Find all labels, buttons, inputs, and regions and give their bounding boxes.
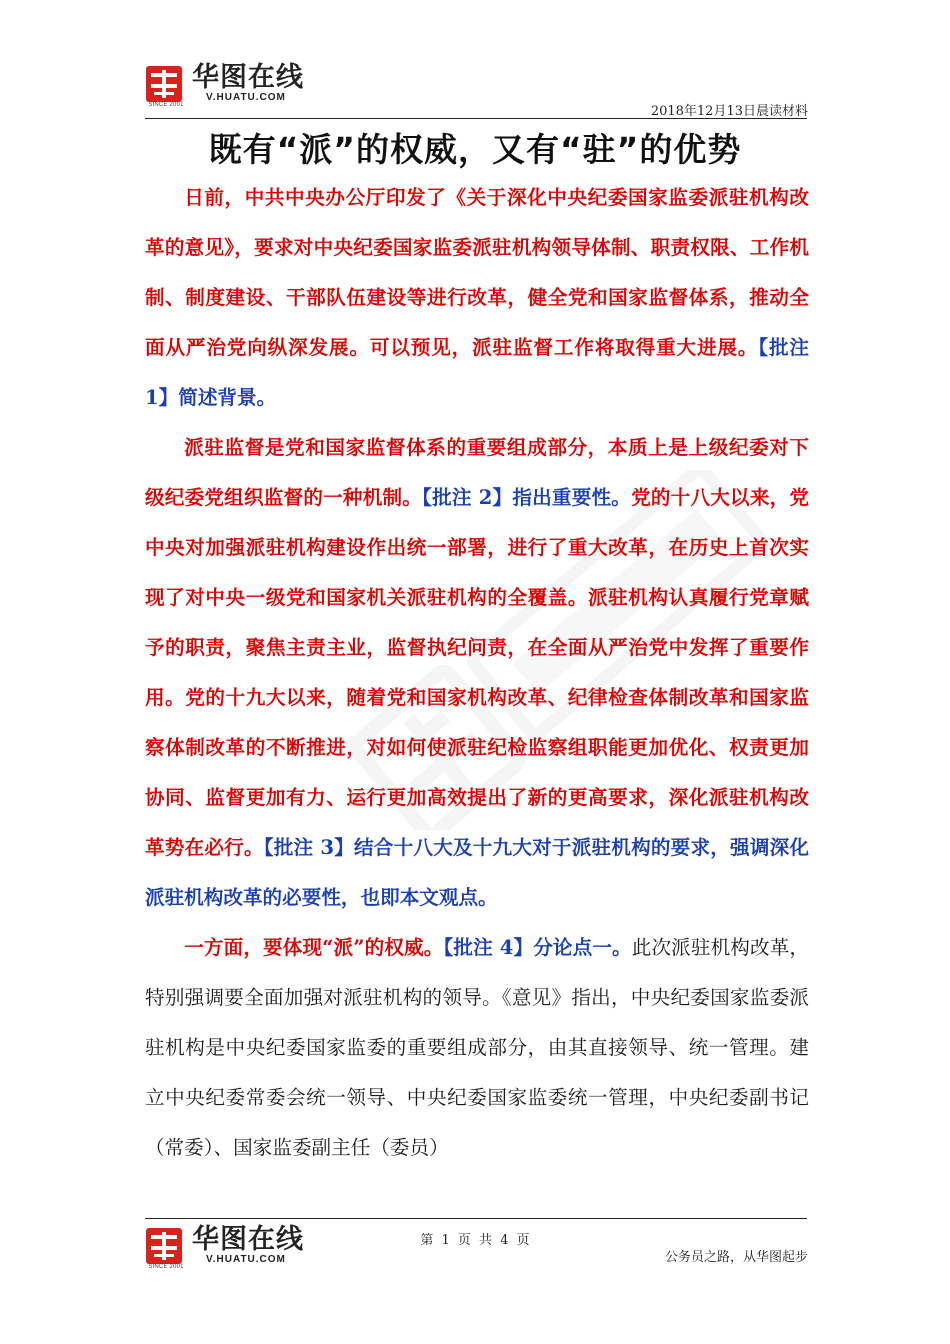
annotation-2: 【批注 2】指出重要性。 <box>422 486 632 509</box>
footer-slogan: 公务员之路，从华图起步 <box>664 1250 808 1265</box>
logo-url: V.HUATU.COM <box>206 92 286 103</box>
logo-name: 华图在线 <box>192 62 304 93</box>
paragraph-text: 派驻监督是党和国家监督体系的重要组成部分，本质上是上级纪委对下级纪委党组织监督的一种机制。 <box>145 436 809 509</box>
paragraph-text: 一方面，要体现“派”的权威。 <box>184 936 444 959</box>
page-number: 第 1 页 共 4 页 <box>420 1233 530 1248</box>
paragraph-1 <box>145 173 809 423</box>
paragraph-text: 此次派驻机构改革，特别强调要全面加强对派驻机构的领导。《意见》指出，中央纪委国家监委派驻机构是中央纪委国家监委的重要组成部分，由其直接领导、统一管理。建立中央纪委常委会统一领导、中央纪委国家监委统一管理，中央纪委副书记（常委）、国家监委副主任（委员） <box>145 936 809 1159</box>
footer-divider <box>145 1218 807 1219</box>
annotation-4: 【批注 4】分论点一。 <box>443 936 632 959</box>
paragraph-text: 日前，中共中央办公厅印发了《关于深化中央纪委国家监委派驻机构改革的意见》，要求对中央纪委国家监委派驻机构领导体制、职责权限、工作机制、制度建设、干部队伍建设等进行改革，健全党和国家监督体系，推动全面从严治党向纵深发展。可以预见，派驻监督工作将取得重大进展。 <box>145 186 809 359</box>
paragraph-2 <box>145 423 809 923</box>
article-body <box>145 173 809 1173</box>
logo-name: 华图在线 <box>192 1224 304 1255</box>
logo-since-text: SINCE 2001 <box>148 101 184 108</box>
logo-url: V.HUATU.COM <box>206 1254 286 1265</box>
paragraph-3 <box>145 923 809 1173</box>
header-date: 2018年12月13日晨读材料 <box>650 104 808 119</box>
huatu-logo-icon <box>146 66 184 108</box>
annotation-1: 【批注 1】简述背景。 <box>145 336 810 409</box>
article-title: 既有“派”的权威，又有“驻”的优势 <box>208 130 742 169</box>
annotation-3: 【批注 3】结合十八大及十九大对于派驻机构的要求，强调深化派驻机构改革的必要性，也即本文观点。 <box>145 836 810 909</box>
logo-since-text: SINCE 2001 <box>148 1263 184 1270</box>
header-divider <box>145 118 807 119</box>
header-logo <box>146 62 304 108</box>
paragraph-text: 党的十八大以来，党中央对加强派驻机构建设作出统一部署，进行了重大改革，在历史上首次实现了对中央一级党和国家机关派驻机构的全覆盖。派驻机构认真履行党章赋予的职责，聚焦主责主业，监督执纪问责，在全面从严治党中发挥了重要作用。党的十九大以来，随着党和国家机构改革、纪律检查体制改革和国家监察体制改革的不断推进，对如何使派驻纪检监察组职能更加优化、权责更加协同、监督更加有力、运行更加高效提出了新的更高要求，深化派驻机构改革势在必行。 <box>145 486 810 859</box>
